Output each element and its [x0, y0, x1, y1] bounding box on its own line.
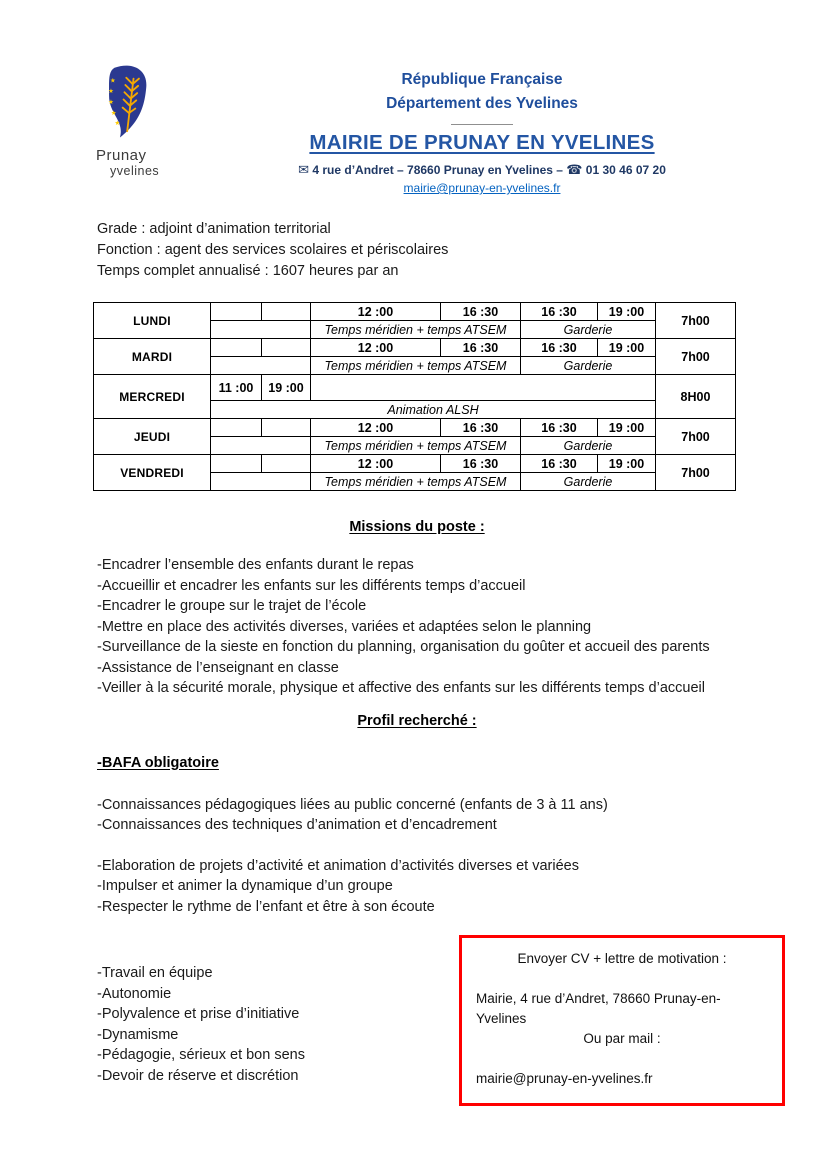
label-cell: Garderie — [521, 357, 656, 375]
logo-text: Prunay — [96, 147, 147, 164]
time-cell — [211, 303, 262, 321]
time-cell: 12 :00 — [311, 419, 441, 437]
label-cell — [211, 321, 311, 339]
mission-item: -Assistance de l’enseignant en classe — [97, 659, 339, 676]
profil-item: -Connaissances pédagogiques liées au public concerné (enfants de 3 à 11 ans) — [97, 796, 608, 813]
contact-or-mail: Ou par mail : — [583, 1031, 661, 1046]
profil-item: -Polyvalence et prise d’initiative — [97, 1006, 300, 1022]
time-cell — [262, 339, 311, 357]
profil-group-1 — [97, 795, 742, 836]
envelope-icon: ✉ — [298, 162, 310, 177]
svg-text:★: ★ — [108, 88, 114, 96]
time-cell: 19 :00 — [598, 303, 656, 321]
day-cell: JEUDI — [94, 419, 211, 455]
time-cell — [262, 303, 311, 321]
profil-item: -Elaboration de projets d’activité et animation d’activités diverses et variées — [97, 857, 579, 874]
email-row — [158, 181, 806, 195]
label-cell: Temps méridien + temps ATSEM — [311, 437, 521, 455]
label-cell: Garderie — [521, 437, 656, 455]
total-cell: 7h00 — [656, 419, 736, 455]
temps-line: Temps complet annualisé : 1607 heures par an — [97, 263, 399, 279]
time-cell: 12 :00 — [311, 339, 441, 357]
missions-list — [97, 555, 742, 699]
grade-line: Grade : adjoint d’animation territorial — [97, 221, 331, 237]
day-cell: MARDI — [94, 339, 211, 375]
label-cell: Temps méridien + temps ATSEM — [311, 321, 521, 339]
fonction-line: Fonction : agent des services scolaires et périscolaires — [97, 242, 449, 258]
logo-subtext: yvelines — [110, 164, 160, 178]
svg-text:★: ★ — [109, 77, 116, 85]
email-link[interactable]: mairie@prunay-en-yvelines.fr — [403, 181, 561, 195]
address-text: 4 rue d’Andret – 78660 Prunay en Yvelines – — [309, 163, 567, 177]
time-cell: 16 :30 — [441, 339, 521, 357]
time-cell: 16 :30 — [521, 455, 598, 473]
time-cell: 16 :30 — [441, 419, 521, 437]
commune-logo — [94, 62, 172, 178]
day-cell: LUNDI — [94, 303, 211, 339]
profil-item: -Travail en équipe — [97, 965, 213, 981]
total-cell: 7h00 — [656, 303, 736, 339]
weekly-schedule-table — [93, 302, 736, 491]
time-cell: 19 :00 — [598, 455, 656, 473]
time-cell: 16 :30 — [441, 303, 521, 321]
label-cell: Animation ALSH — [211, 401, 656, 419]
time-cell: 19 :00 — [598, 339, 656, 357]
contact-email: mairie@prunay-en-yvelines.fr — [476, 1071, 653, 1086]
bafa-requirement: -BAFA obligatoire — [97, 754, 219, 771]
label-cell — [211, 473, 311, 491]
profil-item: -Impulser et animer la dynamique d’un groupe — [97, 878, 393, 894]
spacer — [476, 1049, 768, 1069]
profil-item: -Devoir de réserve et discrétion — [97, 1067, 299, 1084]
label-cell: Garderie — [521, 321, 656, 339]
spacer — [476, 969, 768, 989]
mission-item: -Veiller à la sécurité morale, physique et affective des enfants sur les différents temps d’accueil — [97, 680, 705, 696]
time-cell: 11 :00 — [211, 375, 262, 401]
time-cell: 16 :30 — [521, 303, 598, 321]
job-summary — [97, 219, 827, 282]
mission-item: -Surveillance de la sieste en fonction du planning, organisation du goûter et accueil des parents — [97, 639, 710, 655]
total-cell: 8H00 — [656, 375, 736, 419]
address-line — [158, 162, 806, 178]
time-cell: 12 :00 — [311, 303, 441, 321]
profil-item: -Respecter le rythme de l’enfant et être à son écoute — [97, 898, 435, 915]
mission-item: -Encadrer l’ensemble des enfants durant le repas — [97, 557, 414, 573]
time-cell: 19 :00 — [262, 375, 311, 401]
profil-item: -Connaissances des techniques d’animation et d’encadrement — [97, 817, 497, 833]
time-cell — [211, 455, 262, 473]
label-cell — [211, 437, 311, 455]
departement-line: Département des Yvelines — [386, 95, 578, 112]
document-header — [158, 0, 806, 195]
profil-title: Profil recherché : — [357, 712, 477, 729]
day-cell: VENDREDI — [94, 455, 211, 491]
application-contact-box — [459, 935, 785, 1106]
mairie-title: MAIRIE DE PRUNAY EN YVELINES — [309, 131, 655, 154]
profil-item: -Dynamisme — [97, 1026, 179, 1043]
mission-item: -Mettre en place des activités diverses, variées et adaptées selon le planning — [97, 618, 592, 635]
profil-group-2 — [97, 856, 742, 918]
phone-icon: ☎ — [566, 162, 583, 177]
time-cell — [311, 375, 656, 401]
time-cell: 16 :30 — [521, 339, 598, 357]
time-cell: 16 :30 — [521, 419, 598, 437]
time-cell: 19 :00 — [598, 419, 656, 437]
republique-line: République Française — [401, 71, 563, 88]
total-cell: 7h00 — [656, 339, 736, 375]
svg-text:★: ★ — [108, 99, 114, 106]
time-cell — [262, 455, 311, 473]
prunay-crest-icon — [100, 62, 158, 146]
label-cell — [211, 357, 311, 375]
mission-item: -Encadrer le groupe sur le trajet de l’école — [97, 598, 367, 614]
profil-bottom — [97, 917, 787, 1132]
label-cell: Garderie — [521, 473, 656, 491]
time-cell: 12 :00 — [311, 455, 441, 473]
day-cell: MERCREDI — [94, 375, 211, 419]
svg-text:★: ★ — [114, 119, 121, 127]
time-cell — [211, 339, 262, 357]
svg-text:★: ★ — [110, 109, 117, 117]
profil-item: -Autonomie — [97, 985, 172, 1002]
label-cell: Temps méridien + temps ATSEM — [311, 473, 521, 491]
profil-item: -Pédagogie, sérieux et bon sens — [97, 1047, 305, 1063]
phone-number: 01 30 46 07 20 — [582, 163, 666, 177]
contact-instruction: Envoyer CV + lettre de motivation : — [517, 951, 727, 966]
label-cell: Temps méridien + temps ATSEM — [311, 357, 521, 375]
mission-item: -Accueillir et encadrer les enfants sur les différents temps d’accueil — [97, 577, 526, 594]
time-cell — [262, 419, 311, 437]
header-divider — [451, 124, 513, 125]
contact-address: Mairie, 4 rue d’Andret, 78660 Prunay-en-Yvelines — [476, 991, 721, 1026]
time-cell — [211, 419, 262, 437]
missions-title: Missions du poste : — [349, 519, 485, 535]
time-cell: 16 :30 — [441, 455, 521, 473]
total-cell: 7h00 — [656, 455, 736, 491]
